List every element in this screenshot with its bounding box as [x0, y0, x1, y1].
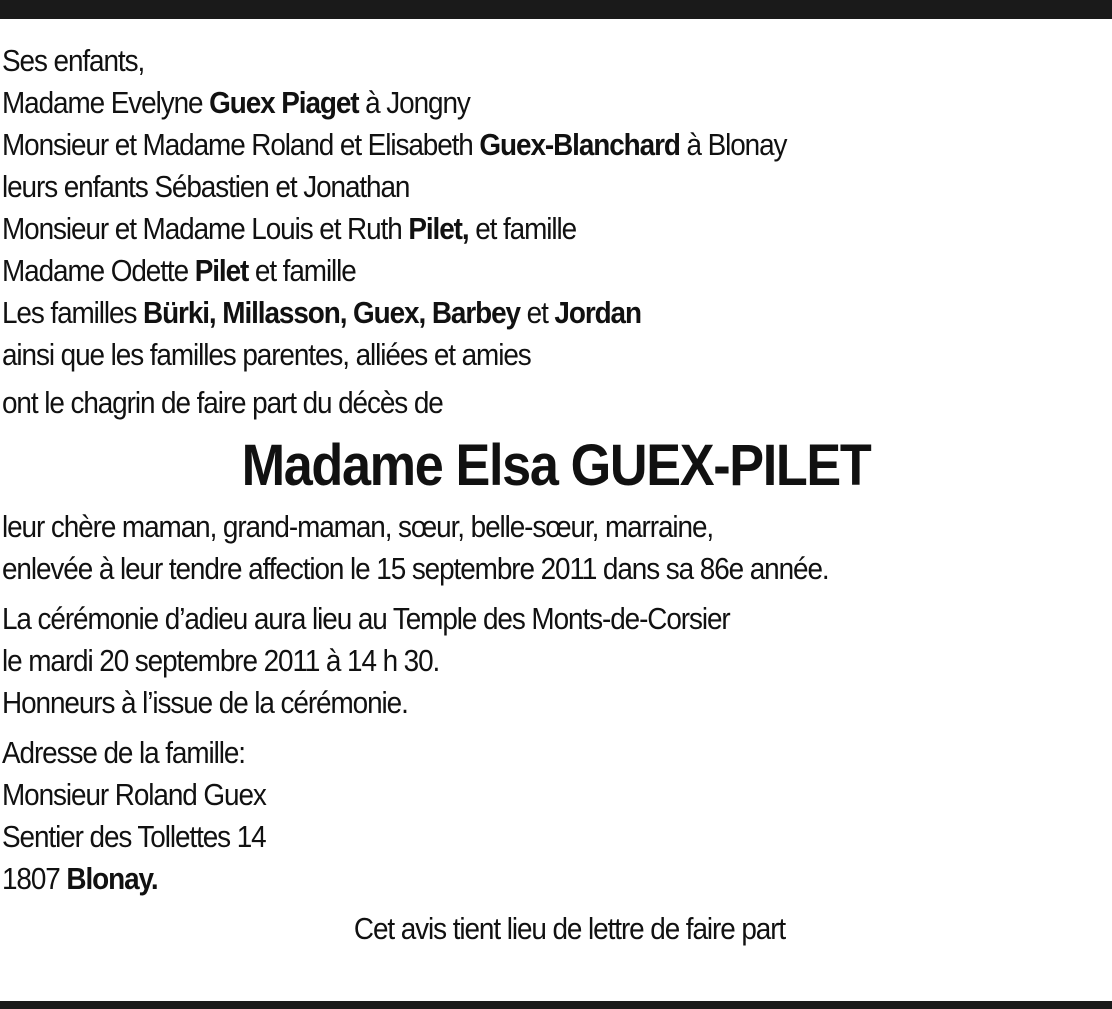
family-line-text: et famille	[248, 253, 356, 288]
relatives-line: ainsi que les familles parentes, alliées et amies	[2, 337, 531, 372]
closing-line: Cet avis tient lieu de lettre de faire part	[353, 911, 786, 946]
family-line-name: Pilet	[194, 253, 249, 288]
family-line-name: Guex Piaget	[209, 85, 359, 120]
families-line-last: Jordan	[554, 295, 641, 330]
top-rule	[0, 0, 1112, 19]
families-line	[2, 292, 999, 334]
families-line-text: Les familles	[2, 295, 144, 330]
family-line-text: leurs enfants Sébastien et Jonathan	[2, 169, 410, 204]
ceremony-line: La cérémonie d’adieu aura lieu au Temple des Monts-de-Corsier	[2, 601, 730, 636]
family-line	[2, 124, 999, 166]
description-line: enlevée à leur tendre affection le 15 septembre 2011 dans sa 86e année.	[2, 551, 829, 586]
address-postcode: 1807	[2, 861, 67, 896]
bottom-rule	[0, 1001, 1112, 1009]
description-line: leur chère maman, grand-maman, sœur, belle-sœur, marraine,	[2, 509, 714, 544]
address-street: Sentier des Tollettes 14	[2, 819, 266, 854]
obituary-notice	[2, 40, 1110, 950]
spacer	[2, 724, 1110, 732]
family-line-text: Monsieur et Madame Roland et Elisabeth	[2, 127, 480, 162]
family-line-text: Madame Evelyne	[2, 85, 210, 120]
families-line-names: Bürki, Millasson, Guex, Barbey	[143, 295, 520, 330]
address-city: Blonay.	[66, 861, 158, 896]
family-line	[2, 166, 999, 208]
deceased-name: Madame Elsa GUEX-PILET	[241, 433, 871, 498]
spacer	[2, 900, 1110, 908]
family-line-text: Madame Odette	[2, 253, 195, 288]
spacer	[2, 590, 1110, 598]
families-line-text: et	[519, 295, 555, 330]
family-line-text: Monsieur et Madame Louis et Ruth	[2, 211, 409, 246]
family-intro: Ses enfants,	[2, 43, 145, 78]
family-line-name: Pilet,	[408, 211, 469, 246]
ceremony-line: le mardi 20 septembre 2011 à 14 h 30.	[2, 643, 440, 678]
ceremony-line: Honneurs à l’issue de la cérémonie.	[2, 685, 408, 720]
address-city-line	[2, 858, 999, 900]
family-line	[2, 208, 999, 250]
address-label: Adresse de la famille:	[2, 735, 245, 770]
announcement-line: ont le chagrin de faire part du décès de	[2, 385, 443, 420]
family-line-text: et famille	[468, 211, 577, 246]
family-line	[2, 250, 999, 292]
address-name: Monsieur Roland Guex	[2, 777, 266, 812]
family-line	[2, 82, 999, 124]
family-line-text: à Jongny	[358, 85, 470, 120]
family-line-name: Guex-Blanchard	[479, 127, 680, 162]
family-line-text: à Blonay	[679, 127, 787, 162]
